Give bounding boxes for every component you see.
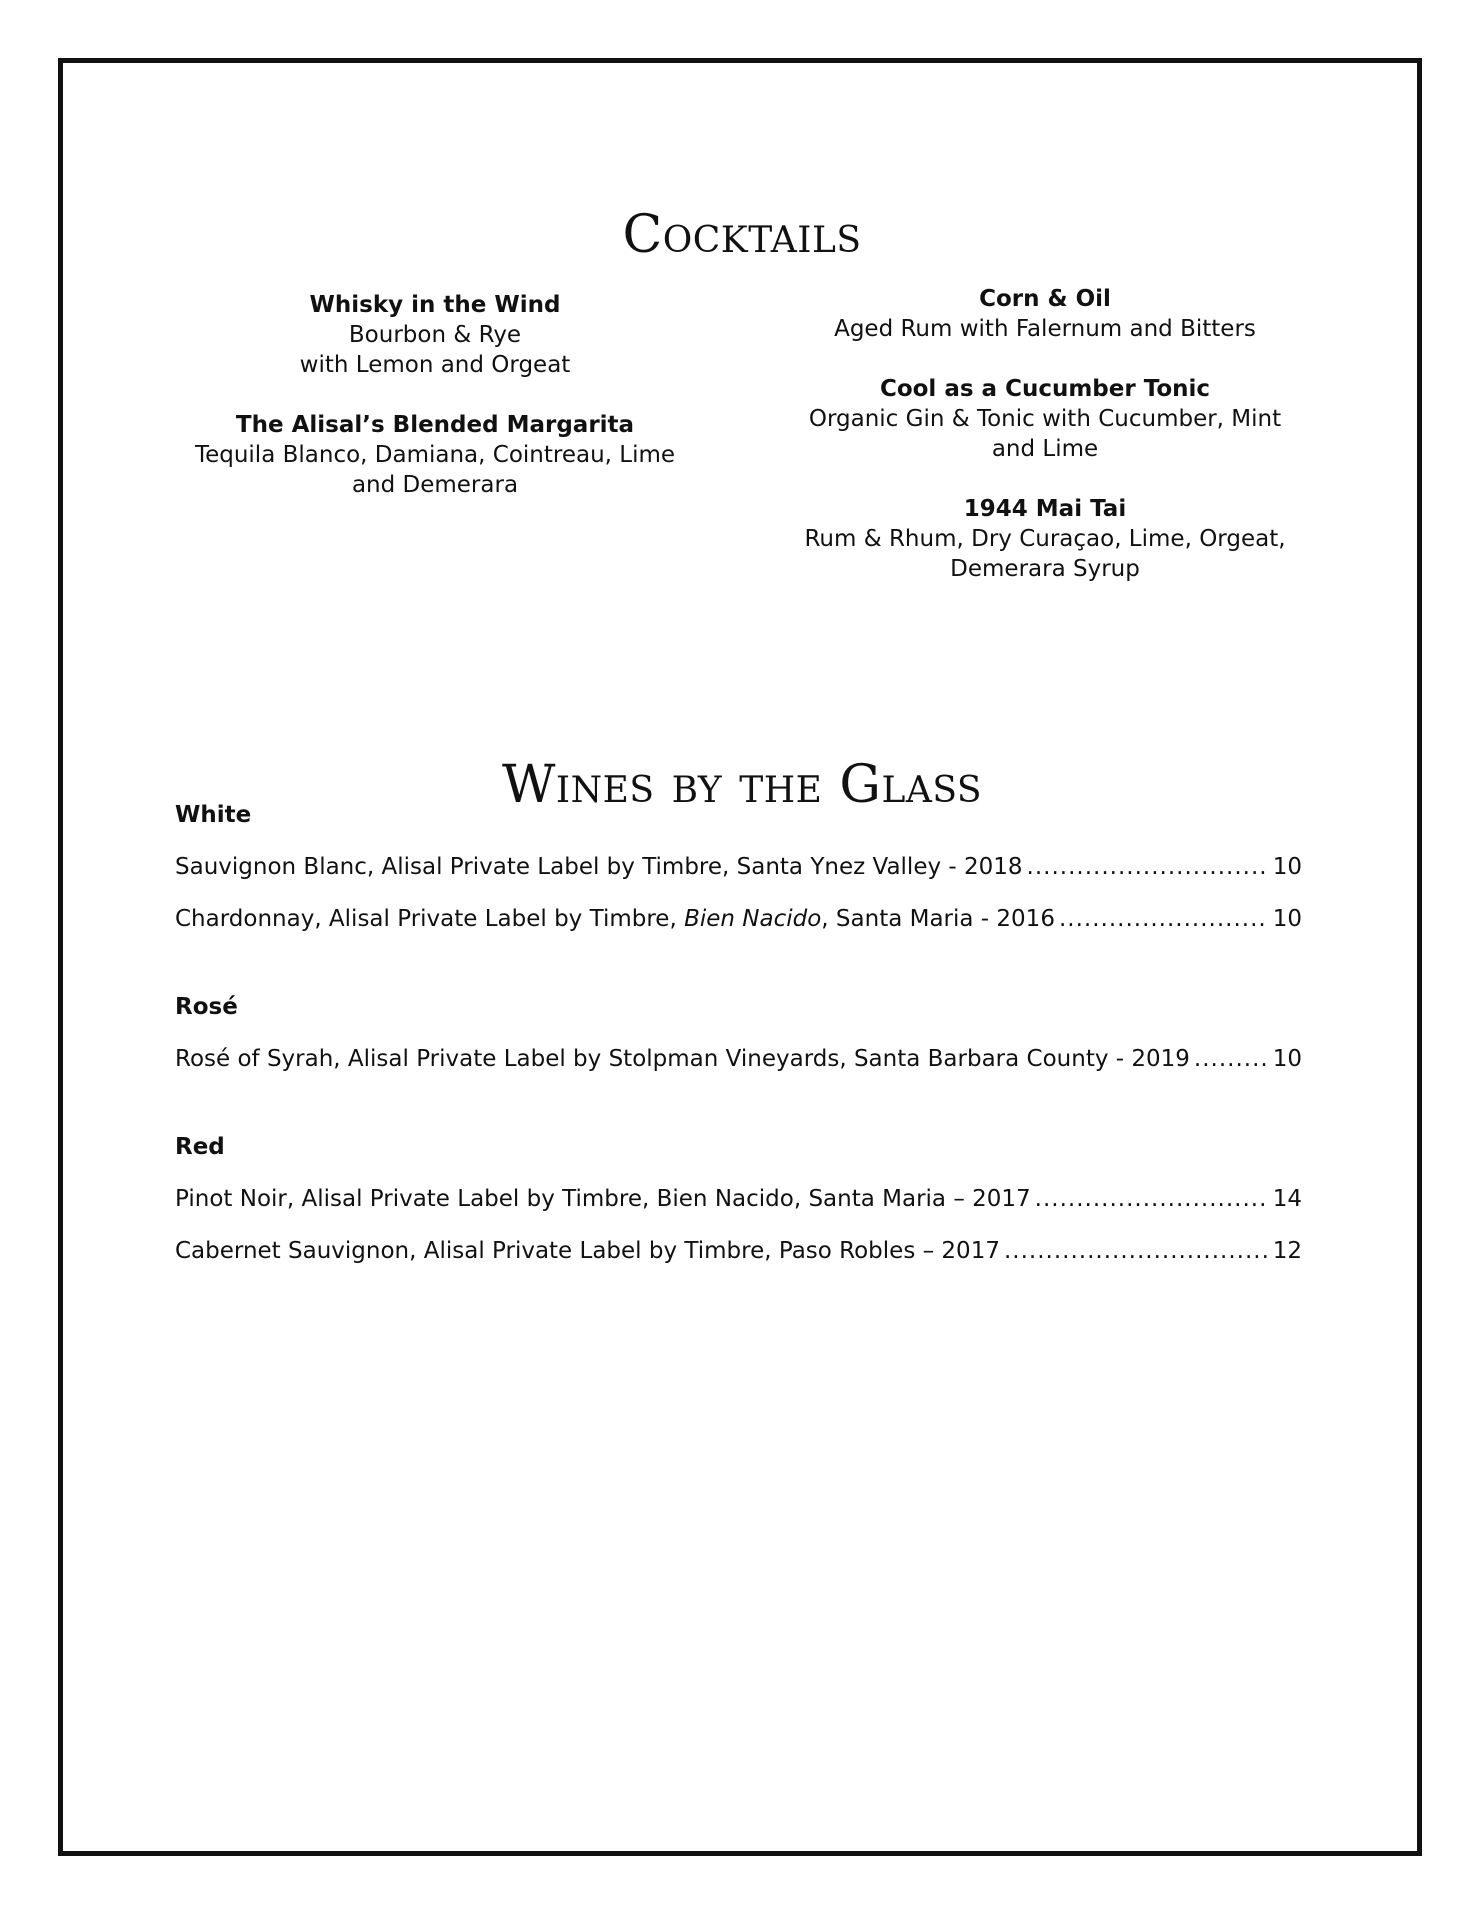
wine-name: Pinot Noir, Alisal Private Label by Timbre, Bien Nacido, Santa Maria – 2017 (175, 1186, 1031, 1212)
wine-price: 10 (1272, 906, 1302, 932)
wine-name: Sauvignon Blanc, Alisal Private Label by Timbre, Santa Ynez Valley - 2018 (175, 854, 1023, 880)
wines-title: Wines by the Glass (501, 754, 983, 815)
wine-price: 12 (1272, 1238, 1302, 1264)
cocktail-item (780, 284, 1310, 344)
wine-row (175, 852, 1302, 882)
cocktails-title: Cocktails (622, 204, 862, 265)
wine-row (175, 1184, 1302, 1214)
wine-group-white (175, 800, 1302, 934)
wine-price: 10 (1272, 854, 1302, 880)
wine-row (175, 1044, 1302, 1074)
wine-list (175, 800, 1302, 1324)
wine-row (175, 1236, 1302, 1266)
cocktail-name: The Alisal’s Blended Margarita (235, 412, 635, 438)
wine-group-red (175, 1132, 1302, 1266)
dot-leader (1004, 1236, 1269, 1266)
wine-name: Chardonnay, Alisal Private Label by Timbre, Bien Nacido, Santa Maria - 2016 (175, 906, 1055, 932)
cocktail-desc-line: Tequila Blanco, Damiana, Cointreau, Lime (194, 442, 676, 468)
cocktail-item (780, 374, 1310, 464)
wine-name: Rosé of Syrah, Alisal Private Label by Stolpman Vineyards, Santa Barbara County - 2019 (175, 1046, 1190, 1072)
wine-group-title: Rosé (175, 994, 238, 1020)
cocktail-desc-line: Demerara Syrup (950, 556, 1140, 582)
wine-group-title: White (175, 802, 252, 828)
dot-leader (1035, 1184, 1269, 1214)
cocktail-desc-line: Aged Rum with Falernum and Bitters (834, 316, 1256, 342)
cocktail-item (780, 494, 1310, 584)
cocktail-desc-line: and Demerara (351, 472, 519, 498)
cocktail-name: Corn & Oil (979, 286, 1111, 312)
dot-leader (1059, 904, 1269, 934)
cocktail-desc-line: and Lime (991, 436, 1099, 462)
cocktail-item (185, 290, 685, 380)
wine-row (175, 904, 1302, 934)
cocktail-name: Cool as a Cucumber Tonic (879, 376, 1211, 402)
wine-group-rose (175, 992, 1302, 1074)
cocktail-desc-line: Organic Gin & Tonic with Cucumber, Mint (808, 406, 1282, 432)
wine-price: 10 (1272, 1046, 1302, 1072)
dot-leader (1027, 852, 1269, 882)
cocktails-right-column (780, 284, 1310, 614)
cocktail-desc-line: with Lemon and Orgeat (299, 352, 571, 378)
cocktails-left-column (185, 290, 685, 530)
wine-price: 14 (1272, 1186, 1302, 1212)
dot-leader (1194, 1044, 1269, 1074)
cocktail-name: 1944 Mai Tai (963, 496, 1127, 522)
cocktail-desc-line: Bourbon & Rye (348, 322, 522, 348)
cocktail-desc-line: Rum & Rhum, Dry Curaçao, Lime, Orgeat, (804, 526, 1286, 552)
wine-name: Cabernet Sauvignon, Alisal Private Label by Timbre, Paso Robles – 2017 (175, 1238, 1000, 1264)
wine-group-title: Red (175, 1134, 225, 1160)
cocktail-item (185, 410, 685, 500)
cocktail-name: Whisky in the Wind (309, 292, 561, 318)
